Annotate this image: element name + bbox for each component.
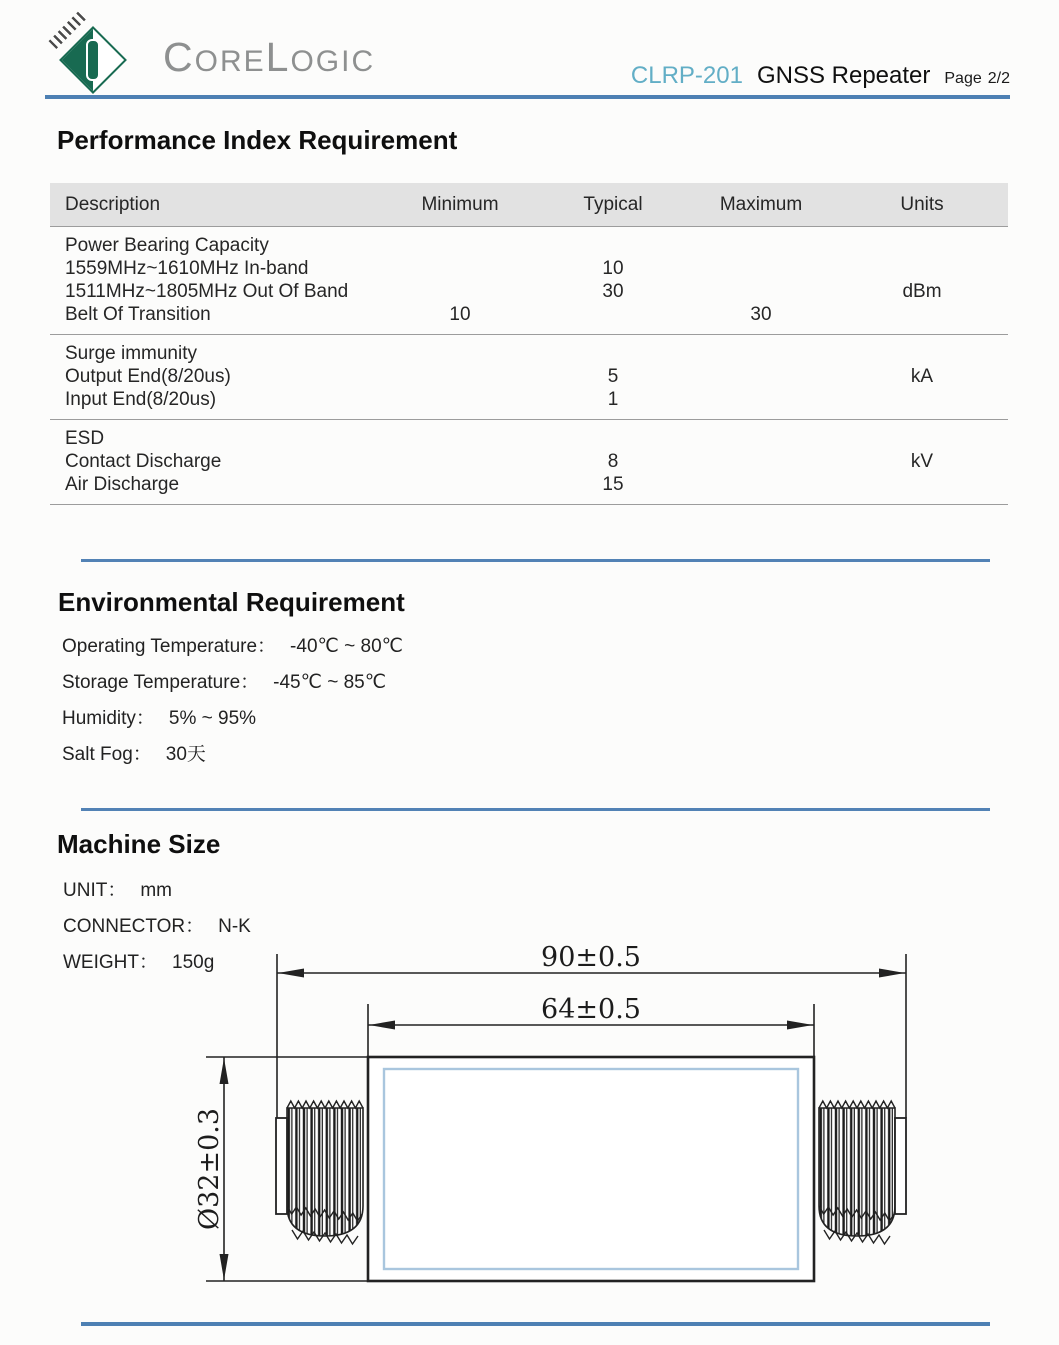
spec-value: -40℃ ~ 80℃	[290, 636, 403, 657]
model-number: CLRP-201	[630, 62, 743, 89]
machine-drawing-svg	[180, 938, 940, 1310]
table-row	[50, 473, 1008, 496]
column-header-typical: Typical	[583, 193, 643, 215]
table-group-surge	[50, 335, 1008, 420]
cell-typical: 15	[602, 474, 624, 495]
table-row	[50, 365, 1008, 388]
table-row	[50, 342, 1008, 365]
spec-connector	[63, 916, 251, 938]
left-connector-threads	[287, 1108, 363, 1236]
cell-maximum	[686, 234, 836, 257]
cell-typical	[540, 303, 686, 326]
cell-minimum	[380, 450, 540, 473]
cell-units: kV	[910, 451, 934, 472]
document-title	[631, 62, 1010, 90]
page-indicator	[944, 70, 1010, 88]
cell-minimum	[380, 365, 540, 388]
cell-typical: 10	[602, 258, 624, 279]
cell-description: Contact Discharge	[65, 451, 222, 472]
arrowhead	[220, 1254, 229, 1280]
cell-typical: 1	[607, 389, 619, 410]
page-number: 2/2	[987, 70, 1010, 87]
brand-letters: ORE	[194, 45, 266, 78]
cell-units	[836, 303, 1008, 326]
page-label: Page	[944, 70, 982, 87]
spec-label: UNIT：	[63, 880, 127, 901]
cell-description: Input End(8/20us)	[65, 389, 217, 410]
cell-units	[836, 234, 1008, 257]
cell-maximum	[686, 365, 836, 388]
cell-minimum: 10	[449, 304, 471, 325]
table-row	[50, 427, 1008, 450]
cell-units	[836, 342, 1008, 365]
table-row	[50, 234, 1008, 257]
left-connector-thread-crests	[287, 1101, 363, 1108]
cell-description: 1511MHz~1805MHz Out Of Band	[65, 281, 349, 302]
spec-label: Salt Fog：	[62, 744, 152, 765]
product-name: GNSS Repeater	[756, 62, 931, 89]
spec-value: -45℃ ~ 85℃	[273, 672, 387, 693]
brand-wordmark	[163, 34, 375, 81]
arrowhead	[278, 969, 304, 978]
cell-typical: 5	[607, 366, 619, 387]
brand-letters: OGIC	[290, 45, 376, 78]
cell-minimum	[380, 280, 540, 303]
spec-value: mm	[140, 880, 172, 901]
cell-minimum	[380, 473, 540, 496]
spec-storage-temperature	[62, 672, 403, 694]
cell-maximum	[686, 427, 836, 450]
environmental-section-title: Environmental Requirement	[58, 587, 405, 617]
spec-operating-temperature	[62, 636, 403, 658]
spec-value: 5% ~ 95%	[168, 708, 257, 729]
cell-units: kA	[910, 366, 934, 387]
spec-salt-fog	[62, 744, 403, 766]
left-connector-end-plate	[276, 1118, 287, 1214]
cell-typical	[540, 342, 686, 365]
cell-typical: 30	[602, 281, 624, 302]
spec-label: CONNECTOR：	[63, 916, 205, 937]
dimension-label-overall-length: 90±0.5	[541, 942, 641, 973]
device-body-inner-panel	[384, 1069, 798, 1269]
arrowhead	[220, 1058, 229, 1084]
cell-maximum	[686, 342, 836, 365]
table-row	[50, 450, 1008, 473]
cell-minimum	[380, 388, 540, 411]
header-rule	[45, 95, 1010, 99]
cell-typical	[540, 427, 686, 450]
cell-description: Air Discharge	[65, 474, 180, 495]
spec-label: Operating Temperature：	[62, 636, 277, 657]
table-row	[50, 280, 1008, 303]
cell-description: Surge immunity	[65, 343, 197, 364]
right-connector-thread-crests	[819, 1101, 895, 1108]
cell-description: Power Bearing Capacity	[65, 235, 269, 256]
right-connector-end-plate	[895, 1118, 906, 1214]
dimension-label-diameter: Ø32±0.3	[194, 1107, 225, 1231]
column-header-minimum: Minimum	[421, 193, 499, 215]
arrowhead	[369, 1021, 395, 1030]
cell-maximum	[686, 280, 836, 303]
cell-maximum	[686, 473, 836, 496]
spec-label: WEIGHT：	[63, 952, 158, 973]
cell-units	[836, 388, 1008, 411]
table-header-row	[50, 183, 1008, 227]
cell-minimum	[380, 427, 540, 450]
brand-letter: L	[265, 34, 291, 80]
brand-letter: C	[163, 34, 195, 80]
column-header-units: Units	[900, 193, 944, 215]
cell-units	[836, 257, 1008, 280]
machine-size-section-title: Machine Size	[57, 829, 221, 859]
environmental-list	[62, 636, 403, 780]
cell-units: dBm	[902, 281, 942, 302]
column-header-maximum: Maximum	[719, 193, 803, 215]
column-header-description: Description	[65, 193, 161, 215]
logo-bar-icon	[86, 39, 100, 81]
table-row	[50, 388, 1008, 411]
right-connector-threads	[819, 1108, 895, 1236]
arrowhead	[879, 969, 905, 978]
spec-label: Storage Temperature：	[62, 672, 260, 693]
cell-minimum	[380, 257, 540, 280]
machine-drawing	[180, 938, 940, 1310]
section-divider	[81, 808, 990, 811]
dimension-label-body-length: 64±0.5	[541, 994, 641, 1025]
cell-minimum	[380, 342, 540, 365]
table-row	[50, 303, 1008, 326]
cell-description: ESD	[65, 428, 105, 449]
corelogic-logo	[45, 8, 175, 100]
cell-description: 1559MHz~1610MHz In-band	[65, 258, 309, 279]
table-row	[50, 257, 1008, 280]
spec-value: N-K	[218, 916, 251, 937]
cell-typical: 8	[607, 451, 619, 472]
section-divider	[81, 559, 990, 562]
table-group-power	[50, 227, 1008, 335]
cell-description: Output End(8/20us)	[65, 366, 231, 387]
cell-units	[836, 427, 1008, 450]
spec-humidity	[62, 708, 403, 730]
spec-value: 30天	[165, 744, 206, 765]
cell-description: Belt Of Transition	[65, 304, 211, 325]
cell-units	[836, 473, 1008, 496]
cell-minimum	[380, 234, 540, 257]
spec-value: 150g	[172, 952, 215, 973]
performance-table	[50, 183, 1008, 505]
spec-label: Humidity：	[62, 708, 155, 729]
table-group-esd	[50, 420, 1008, 505]
cell-maximum	[686, 257, 836, 280]
cell-maximum: 30	[750, 304, 772, 325]
footer-rule	[81, 1322, 990, 1326]
cell-maximum	[686, 450, 836, 473]
performance-section-title: Performance Index Requirement	[57, 125, 458, 155]
arrowhead	[787, 1021, 813, 1030]
spec-unit	[63, 880, 251, 902]
cell-typical	[540, 234, 686, 257]
cell-maximum	[686, 388, 836, 411]
